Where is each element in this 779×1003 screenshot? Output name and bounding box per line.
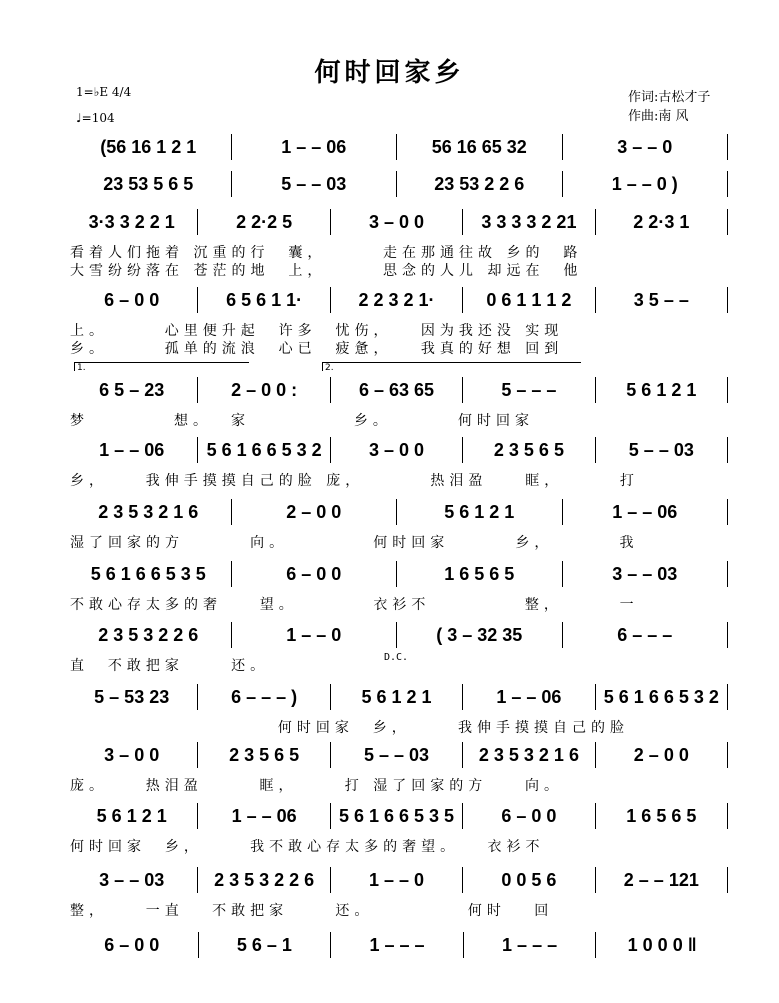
staff-row [66,134,728,160]
staff-row [66,561,728,587]
measure: 2 3 5 3 2 1 6 [66,499,232,525]
lyric-line: 何时回家 乡， 我不敢心存太多的奢望。 衣衫不 [70,839,545,855]
measure: 2 – 0 0 [596,742,728,768]
measure: 1 – – – [331,932,464,958]
measure: 1 6 5 6 5 [596,803,728,829]
measure: 1 – – 06 [198,803,330,829]
staff-row [66,499,728,525]
lyric-line: 乡。 孤单的流浪 心已 疲惫， 我真的好想 回到 [70,341,564,357]
volta-first: 1. [74,362,249,371]
staff-row [66,867,728,893]
measure: 2 3 5 3 2 1 6 [463,742,595,768]
measure: 3 – – 0 [563,134,729,160]
measure: 0 6 1 1 1 2 [463,287,595,313]
lyric-line: 不敢心存太多的奢 望。 衣衫不 整， 一 [70,597,639,613]
measure: 2 3 5 6 5 [463,437,595,463]
measure: 6 – 63 65 [331,377,463,403]
measure: 6 – – – [563,622,729,648]
measure: 5 6 1 2 1 [66,803,198,829]
lyric-line: 大雪纷纷落在 苍茫的地 上， 思念的人儿 却远在 他 [70,263,583,279]
staff-row [66,803,728,829]
measure: 2 3 5 3 2 2 6 [66,622,232,648]
lyric-line: 庞。 热泪盈 眶， 打 湿了回家的方 向。 [70,778,564,794]
lyric-line: 湿了回家的方 向。 何时回家 乡， 我 [70,535,639,551]
staff-row [66,684,728,710]
measure: 5 6 1 6 6 5 3 5 [66,561,232,587]
measure: 1 – – 06 [463,684,595,710]
measure: 2 3 5 6 5 [198,742,330,768]
measure: ( 3 – 32 35 [397,622,563,648]
staff-row [66,171,728,197]
measure: 3 – 0 0 [331,209,463,235]
measure: 6 – 0 0 [66,932,199,958]
measure: 2 2 3 2 1· [331,287,463,313]
key-signature [76,85,131,125]
measure: 5 6 1 2 1 [331,684,463,710]
measure: 3 3 3 3 2 21 [463,209,595,235]
measure: 0 0 5 6 [463,867,595,893]
measure: 2 – 0 0 [232,499,398,525]
measure: 3 – – 03 [563,561,729,587]
measure: 1 – – – [464,932,597,958]
lyric-line: 乡， 我伸手摸摸自己的脸 庞， 热泪盈 眶， 打 [70,473,639,489]
measure: 1 – – 06 [66,437,198,463]
song-title: 何时回家乡 [314,58,465,88]
staff-row [66,287,728,313]
measure: 2 2·2 5 [198,209,330,235]
measure: 5 – 53 23 [66,684,198,710]
measure: 1 – – 0 [232,622,398,648]
lyric-line: 整， 一直 不敢把家 还。 何时 回 [70,903,554,919]
measure: 3 – 0 0 [66,742,198,768]
measure: 5 6 – 1 [199,932,332,958]
measure: 5 – – 03 [596,437,728,463]
lyric-line: 何时回家 乡， 我伸手摸摸自己的脸 [70,720,630,736]
measure: 5 6 1 6 6 5 3 2 [198,437,330,463]
measure: 1 0 0 0 ‖ [627,934,697,955]
key-and-meter: 1=♭E 4/4 [76,85,132,99]
measure: 5 – – 03 [331,742,463,768]
lyric-line: 上。 心里便升起 许多 忧伤， 因为我还没 实现 [70,323,564,339]
measure: 23 53 5 6 5 [66,171,232,197]
staff-row [66,437,728,463]
da-capo-mark: D.C. [384,652,409,663]
measure: 3 – 0 0 [331,437,463,463]
credits [628,88,710,126]
lyricist: 作词:古松才子 [628,90,711,105]
measure: 5 – – 03 [232,171,398,197]
lyric-line: 直 不敢把家 还。 [70,658,270,674]
measure: 2 – 0 0 : [198,377,330,403]
measure: 5 – – – [463,377,595,403]
staff-row [66,209,728,235]
measure: 6 – – – ) [198,684,330,710]
measure: 56 16 65 32 [397,134,563,160]
measure: 1 – – 0 [331,867,463,893]
lyric-line: 梦 想。 家 乡。 何时回家 [70,413,535,429]
measure: 2 3 5 3 2 2 6 [198,867,330,893]
measure: 3·3 3 2 2 1 [66,209,198,235]
tempo: ♩=104 [76,111,115,125]
measure: 3 5 – – [596,287,728,313]
staff-row [66,377,728,403]
measure: 3 – – 03 [66,867,198,893]
measure: 23 53 2 2 6 [397,171,563,197]
composer: 作曲:南 风 [628,109,689,124]
staff-row [66,622,728,648]
measure: 1 – – 06 [232,134,398,160]
measure: 1 – – 06 [563,499,729,525]
volta-second: 2. [322,362,581,371]
measure: 6 5 – 23 [66,377,198,403]
measure: 6 5 6 1 1· [198,287,330,313]
measure: 6 – 0 0 [463,803,595,829]
measure: 6 – 0 0 [66,287,198,313]
measure: 2 2·3 1 [596,209,728,235]
measure: 1 6 5 6 5 [397,561,563,587]
measure: 5 6 1 2 1 [397,499,563,525]
measure: 5 6 1 6 6 5 3 5 [331,803,463,829]
staff-row [66,742,728,768]
measure: 5 6 1 2 1 [596,377,728,403]
measure: 6 – 0 0 [232,561,398,587]
staff-row [66,932,728,958]
measure: (56 16 1 2 1 [66,134,232,160]
measure: 5 6 1 6 6 5 3 2 [596,684,728,710]
measure: 2 – – 121 [596,867,728,893]
measure: 1 – – 0 ) [563,171,729,197]
lyric-line: 看着人们拖着 沉重的行 囊， 走在那通往故 乡的 路 [70,245,583,261]
